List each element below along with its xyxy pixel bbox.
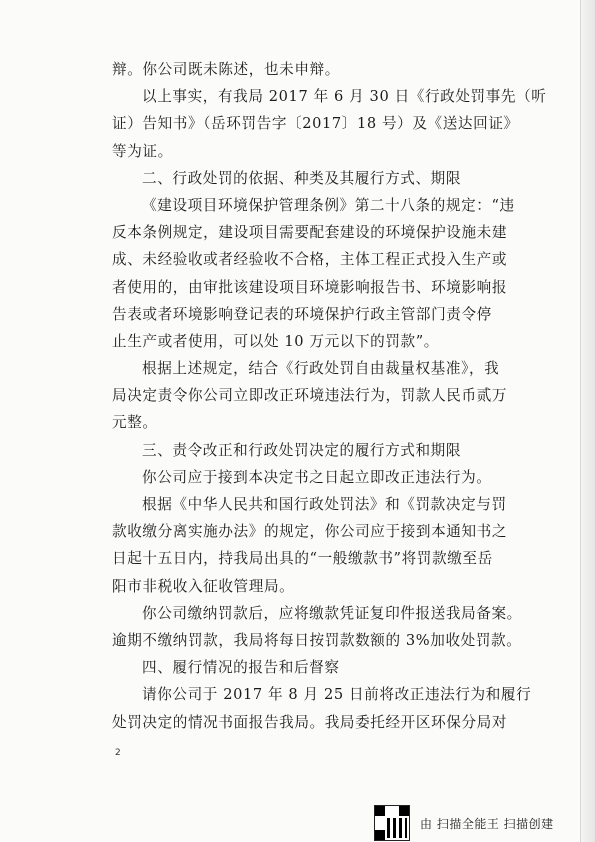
section-heading-3: 三、责令改正和行政处罚决定的履行方式和期限 [142,441,462,459]
body-line: 你公司缴纳罚款后，应将缴款凭证复印件报送我局备案。 [142,604,522,622]
body-line: 辩。你公司既未陈述，也未申辩。 [112,61,340,78]
document-body [112,56,547,736]
qr-code-icon [374,805,410,841]
scan-edge [580,0,595,842]
body-line: 元整。 [112,414,158,432]
body-line: 你公司应于接到本决定书之日起立即改正违法行为。 [142,468,492,486]
body-line: 根据上述规定，结合《行政处罚自由裁量权基准》，我 [142,360,500,378]
body-line: 证）告知书》（岳环罚告字〔2017〕18 号）及《送达回证》 [112,115,519,133]
body-line: 日起十五日内，持我局出具的“一般缴款书”将罚款缴至岳 [112,550,493,568]
body-line: 阳市非税收入征收管理局。 [112,577,295,595]
body-line: 成、未经验收或者经验收不合格，主体工程正式投入生产或 [112,251,508,269]
body-line: 等为证。 [112,142,173,160]
body-line: 逾期不缴纳罚款，我局将每日按罚款数额的 3%加收处罚款。 [112,631,522,649]
body-line: 反本条例规定，建设项目需要配套建设的环境保护设施未建 [112,224,508,242]
page-number: 2 [115,748,121,758]
section-heading-4: 四、履行情况的报告和后督察 [142,659,340,677]
body-line: 处罚决定的情况书面报告我局。我局委托经开区环保分局对 [112,713,508,731]
body-line: 款收缴分离实施办法》的规定，你公司应于接到本通知书之 [112,523,508,541]
body-line: 以上事实，有我局 2017 年 6 月 30 日《行政处罚事先（听 [142,88,547,106]
body-line: 根据《中华人民共和国行政处罚法》和《罚款决定与罚 [142,496,507,513]
body-line: 局决定责令你公司立即改正环境违法行为，罚款人民币贰万 [112,387,508,405]
section-heading-2: 二、行政处罚的依据、种类及其履行方式、期限 [142,169,462,187]
body-line: 止生产或者使用，可以处 10 万元以下的罚款”。 [112,332,439,350]
body-line: 告表或者环境影响登记表的环境保护行政主管部门责令停 [112,305,492,323]
body-line: 《建设项目环境保护管理条例》第二十八条的规定：“违 [142,196,515,214]
watermark-text: 由 扫描全能王 扫描创建 [420,816,554,831]
body-line: 请你公司于 2017 年 8 月 25 日前将改正违法行为和履行 [142,686,532,704]
body-line: 者使用的，由审批该建设项目环境影响报告书、环境影响报 [112,278,508,296]
scanner-watermark [374,805,554,841]
